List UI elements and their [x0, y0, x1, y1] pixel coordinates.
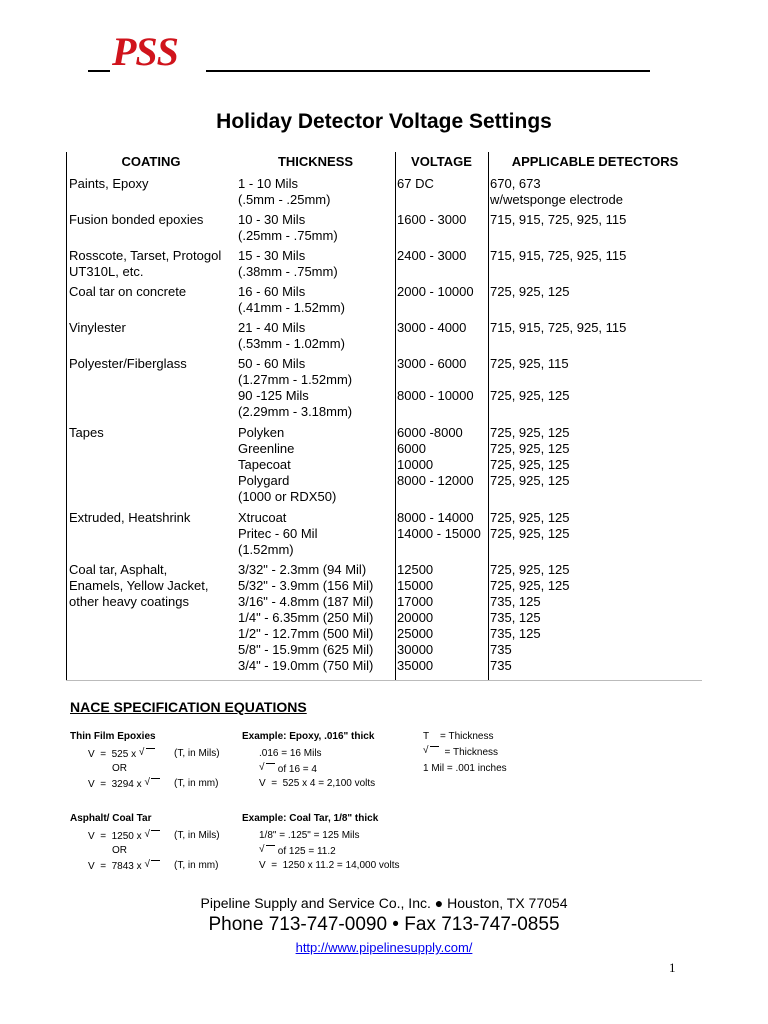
eq-text: V = 525 x: [88, 749, 139, 760]
cell-thickness: 15 - 30 Mils (.38mm - .75mm): [238, 248, 338, 279]
footer-company: Pipeline Supply and Service Co., Inc. ● Houston, TX 77054: [200, 895, 568, 911]
eq-text: = Thickness: [439, 747, 499, 758]
footer-url-link[interactable]: http://www.pipelinesupply.com/: [295, 940, 473, 955]
header-voltage: VOLTAGE: [411, 154, 472, 169]
asphalt-eq1: [88, 830, 160, 842]
sqrt-icon: [259, 845, 275, 854]
cell-detectors: 715, 915, 725, 925, 115: [490, 212, 627, 227]
sqrt-icon: [259, 763, 275, 772]
example1-line3: V = 525 x 4 = 2,100 volts: [259, 778, 376, 789]
cell-detectors: 725, 925, 115 725, 925, 125: [490, 356, 570, 403]
sqrt-icon: [144, 860, 160, 869]
cell-voltage: 1600 - 3000: [397, 212, 467, 227]
legend-line1: T = Thickness: [423, 731, 494, 742]
cell-detectors: 715, 915, 725, 925, 115: [490, 320, 627, 335]
asphalt-or: OR: [112, 845, 127, 856]
asphalt-heading: Asphalt/ Coal Tar: [70, 813, 152, 824]
cell-coating: Coal tar, Asphalt, Enamels, Yellow Jacket, other heavy coatings: [69, 562, 209, 609]
cell-detectors: 725, 925, 125 725, 925, 125 735, 125 735, 125 735, 125 735 735: [490, 562, 570, 673]
page-title: Holiday Detector Voltage Settings: [216, 110, 552, 133]
cell-coating: Polyester/Fiberglass: [69, 356, 187, 371]
asphalt-eq1-unit: (T, in Mils): [174, 830, 220, 841]
table-rule-left: [66, 152, 67, 680]
eq-text: of 16 = 4: [275, 764, 317, 775]
cell-thickness: 50 - 60 Mils (1.27mm - 1.52mm) 90 -125 Mils (2.29mm - 3.18mm): [238, 356, 353, 419]
sqrt-icon: [144, 778, 160, 787]
cell-thickness: 16 - 60 Mils (.41mm - 1.52mm): [238, 284, 345, 315]
eq-text: of 125 = 11.2: [275, 846, 336, 857]
example1-line1: .016 = 16 Mils: [259, 748, 322, 759]
cell-coating: Tapes: [69, 425, 104, 440]
cell-thickness: 1 - 10 Mils (.5mm - .25mm): [238, 176, 331, 207]
header-detectors: APPLICABLE DETECTORS: [511, 154, 679, 169]
table-rule-detectors: [488, 152, 489, 680]
example2-line2: [259, 845, 336, 857]
example2-line1: 1/8" = .125" = 125 Mils: [259, 830, 360, 841]
cell-voltage: 6000 -8000 6000 10000 8000 - 12000: [397, 425, 474, 488]
cell-voltage: 3000 - 4000: [397, 320, 467, 335]
cell-detectors: 715, 915, 725, 925, 115: [490, 248, 627, 263]
eq-text: V = 1250 x: [88, 831, 145, 842]
thin-film-heading: Thin Film Epoxies: [70, 731, 156, 742]
cell-voltage: 3000 - 6000 8000 - 10000: [397, 356, 474, 403]
thin-film-eq2: [88, 778, 160, 790]
cell-thickness: 21 - 40 Mils (.53mm - 1.02mm): [238, 320, 345, 351]
example1-line2: [259, 763, 317, 775]
cell-coating: Fusion bonded epoxies: [69, 212, 204, 227]
sqrt-icon: [139, 748, 155, 757]
table-rule-voltage: [395, 152, 396, 680]
cell-thickness: 10 - 30 Mils (.25mm - .75mm): [238, 212, 338, 243]
footer-phone-fax: Phone 713-747-0090 • Fax 713-747-0855: [208, 914, 560, 935]
example2-heading: Example: Coal Tar, 1/8" thick: [242, 813, 379, 824]
header-thickness: THICKNESS: [277, 154, 354, 169]
legend-line2: [423, 746, 498, 758]
table-bottom-rule: [66, 680, 702, 681]
eq-text: V = 3294 x: [88, 779, 145, 790]
cell-coating: Paints, Epoxy: [69, 176, 149, 191]
nace-title: NACE SPECIFICATION EQUATIONS: [70, 699, 307, 715]
cell-voltage: 8000 - 14000 14000 - 15000: [397, 510, 481, 541]
logo-text: PSS: [112, 29, 178, 74]
cell-voltage: 2400 - 3000: [397, 248, 467, 263]
cell-coating: Vinylester: [69, 320, 126, 335]
cell-coating: Extruded, Heatshrink: [69, 510, 191, 525]
cell-detectors: 670, 673 w/wetsponge electrode: [490, 176, 623, 207]
cell-thickness: Polyken Greenline Tapecoat Polygard (1000 or RDX50): [238, 425, 337, 504]
cell-detectors: 725, 925, 125 725, 925, 125 725, 925, 125 725, 925, 125: [490, 425, 570, 488]
thin-film-eq1-unit: (T, in Mils): [174, 748, 220, 759]
cell-detectors: 725, 925, 125: [490, 284, 570, 299]
legend-line3: 1 Mil = .001 inches: [423, 763, 507, 774]
cell-detectors: 725, 925, 125 725, 925, 125: [490, 510, 570, 541]
example1-heading: Example: Epoxy, .016" thick: [242, 731, 375, 742]
cell-thickness: 3/32" - 2.3mm (94 Mil) 5/32" - 3.9mm (156 Mil) 3/16" - 4.8mm (187 Mil) 1/4" - 6.35mm (250 Mil) 1/2" - 12.7mm (500 Mil) 5/8" - 15.9mm (625 Mil) 3/4" - 19.0mm (750 Mil): [238, 562, 374, 673]
cell-coating: Rosscote, Tarset, Protogol UT310L, etc.: [69, 248, 222, 279]
thin-film-or: OR: [112, 763, 127, 774]
logo-rule-left: [88, 70, 110, 72]
asphalt-eq2: [88, 860, 160, 872]
asphalt-eq2-unit: (T, in mm): [174, 860, 219, 871]
sqrt-icon: [144, 830, 160, 839]
thin-film-eq1: [88, 748, 155, 760]
example2-line3: V = 1250 x 11.2 = 14,000 volts: [259, 860, 400, 871]
thin-film-eq2-unit: (T, in mm): [174, 778, 219, 789]
logo: [88, 29, 650, 74]
eq-text: V = 7843 x: [88, 861, 145, 872]
logo-rule-right: [206, 70, 650, 72]
cell-thickness: Xtrucoat Pritec - 60 Mil (1.52mm): [238, 510, 318, 557]
page-number: 1: [669, 960, 676, 975]
cell-voltage: 12500 15000 17000 20000 25000 30000 35000: [397, 562, 434, 673]
cell-voltage: 67 DC: [397, 176, 434, 191]
cell-coating: Coal tar on concrete: [69, 284, 187, 299]
cell-voltage: 2000 - 10000: [397, 284, 474, 299]
header-coating: COATING: [121, 154, 181, 169]
sqrt-icon: [423, 746, 439, 755]
